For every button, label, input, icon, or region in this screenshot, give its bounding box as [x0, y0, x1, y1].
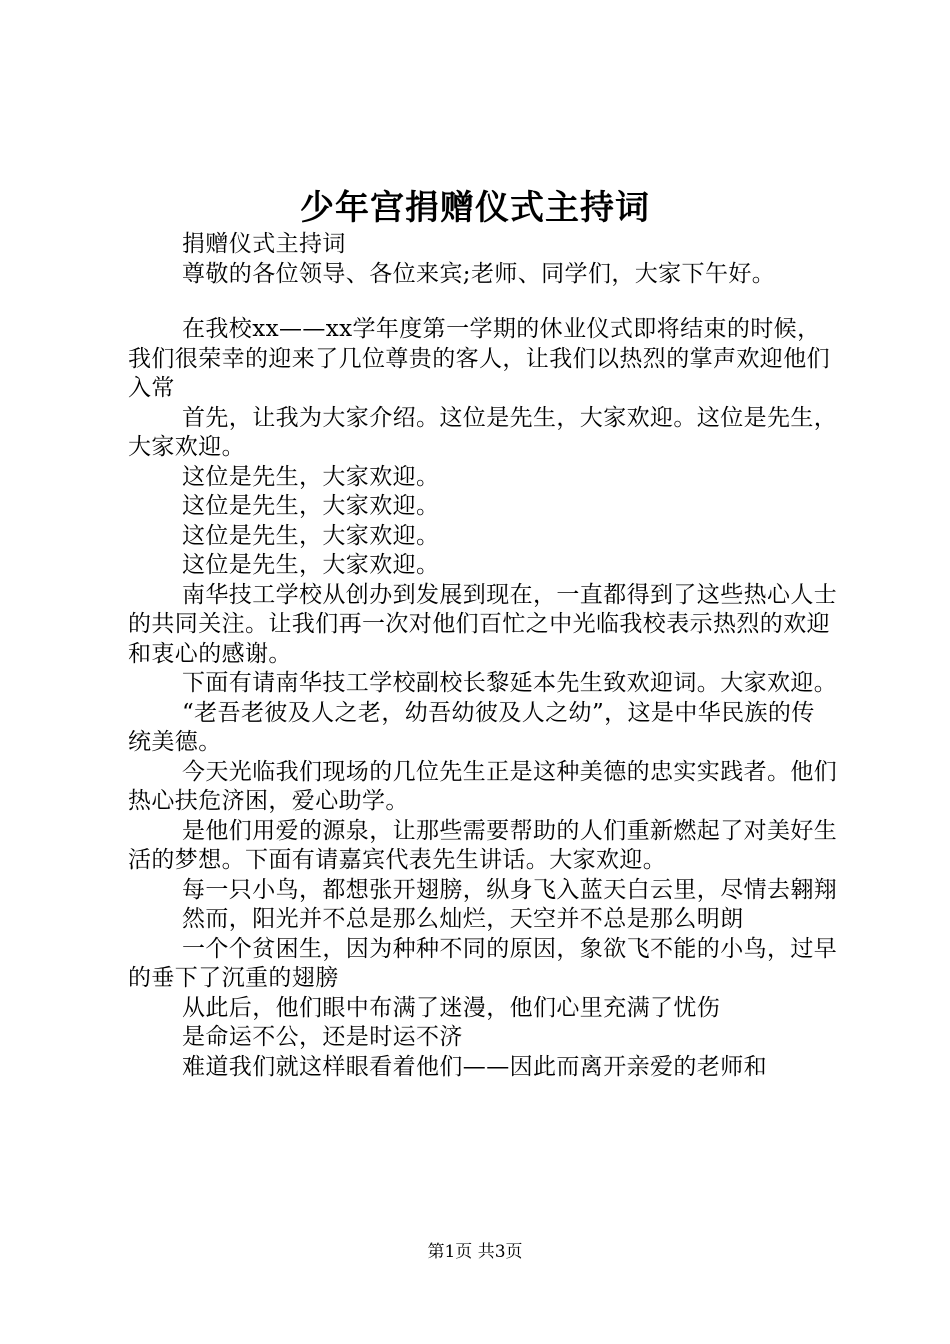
paragraph: 每一只小鸟，都想张开翅膀，纵身飞入蓝天白云里，尽情去翱翔 — [182, 876, 838, 903]
paragraph: 今天光临我们现场的几位先生正是这种美德的忠实实践者。他们热心扶危济困，爱心助学。 — [128, 758, 838, 814]
paragraph: 在我校xx——xx学年度第一学期的休业仪式即将结束的时候，我们很荣幸的迎来了几位尊贵的客人，让我们以热烈的掌声欢迎他们入常 — [128, 316, 830, 401]
paragraph: 是命运不公，还是时运不济 — [182, 1024, 463, 1050]
paragraph: 然而，阳光并不总是那么灿烂，天空并不总是那么明朗 — [182, 906, 744, 932]
paragraph: 捐赠仪式主持词 — [182, 231, 346, 257]
paragraph: 从此后，他们眼中布满了迷漫，他们心里充满了忧伤 — [182, 994, 721, 1021]
paragraph: 这位是先生，大家欢迎。 — [182, 522, 440, 549]
page-footer: 第1页 共3页 — [427, 1242, 523, 1262]
paragraph: 一个个贫困生，因为种种不同的原因，象欲飞不能的小鸟，过早的垂下了沉重的翅膀 — [128, 935, 838, 991]
paragraph: 这位是先生，大家欢迎。 — [182, 493, 440, 519]
paragraph: 这位是先生，大家欢迎。 — [182, 552, 440, 578]
document-body — [128, 230, 838, 1082]
paragraph: 下面有请南华技工学校副校长黎延本先生致欢迎词。大家欢迎。 — [182, 670, 838, 696]
paragraph: 难道我们就这样眼看着他们——因此而离开亲爱的老师和 — [182, 1053, 767, 1080]
paragraph: 是他们用爱的源泉，让那些需要帮助的人们重新燃起了对美好生活的梦想。下面有请嘉宾代表先生讲话。大家欢迎。 — [128, 817, 838, 873]
paragraph: 南华技工学校从创办到发展到现在，一直都得到了这些热心人士的共同关注。让我们再一次对他们百忙之中光临我校表示热烈的欢迎和衷心的感谢。 — [128, 581, 838, 667]
document-title: 少年宫捐赠仪式主持词 — [300, 188, 650, 228]
paragraph: “老吾老彼及人之老，幼吾幼彼及人之幼”，这是中华民族的传统美德。 — [128, 699, 815, 755]
paragraph: 首先，让我为大家介绍。这位是先生，大家欢迎。这位是先生，大家欢迎。 — [128, 404, 838, 460]
paragraph: 这位是先生，大家欢迎。 — [182, 463, 440, 490]
paragraph: 尊敬的各位领导、各位来宾;老师、同学们，大家下午好。 — [182, 260, 776, 287]
